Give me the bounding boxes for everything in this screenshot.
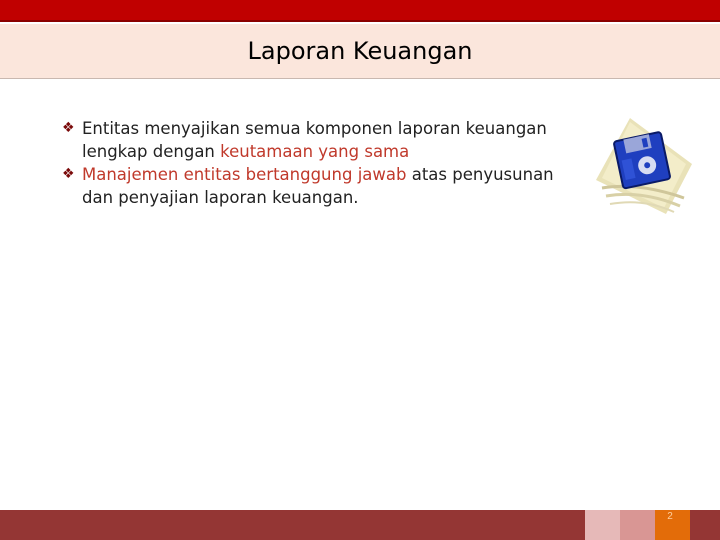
- footer-light-segment-2: [620, 510, 655, 540]
- bullet-2-text: atas penyusunan dan penyajian laporan keuangan.: [82, 165, 554, 207]
- diamond-bullet-icon: ❖: [62, 120, 75, 136]
- bullet-1-text: Entitas menyajikan semua komponen laporan keuangan lengkap dengan: [82, 119, 547, 161]
- bullet-item-1: [62, 117, 562, 163]
- page-number: 2: [667, 511, 673, 522]
- footer-bar: [0, 510, 720, 540]
- title-band: [0, 24, 720, 79]
- footer-main-segment: [0, 510, 585, 540]
- top-accent-bar: [0, 0, 720, 22]
- bullet-2-emphasis: Manajemen entitas bertanggung jawab: [82, 165, 407, 184]
- footer-end-segment: [690, 510, 720, 540]
- floppy-disk-icon: [588, 116, 692, 216]
- slide-title: Laporan Keuangan: [247, 37, 473, 65]
- bullet-list: [62, 117, 562, 209]
- bullet-item-2: [62, 163, 562, 209]
- bullet-1-emphasis: keutamaan yang sama: [220, 142, 410, 161]
- footer-light-segment-1: [585, 510, 620, 540]
- diamond-bullet-icon: ❖: [62, 166, 75, 182]
